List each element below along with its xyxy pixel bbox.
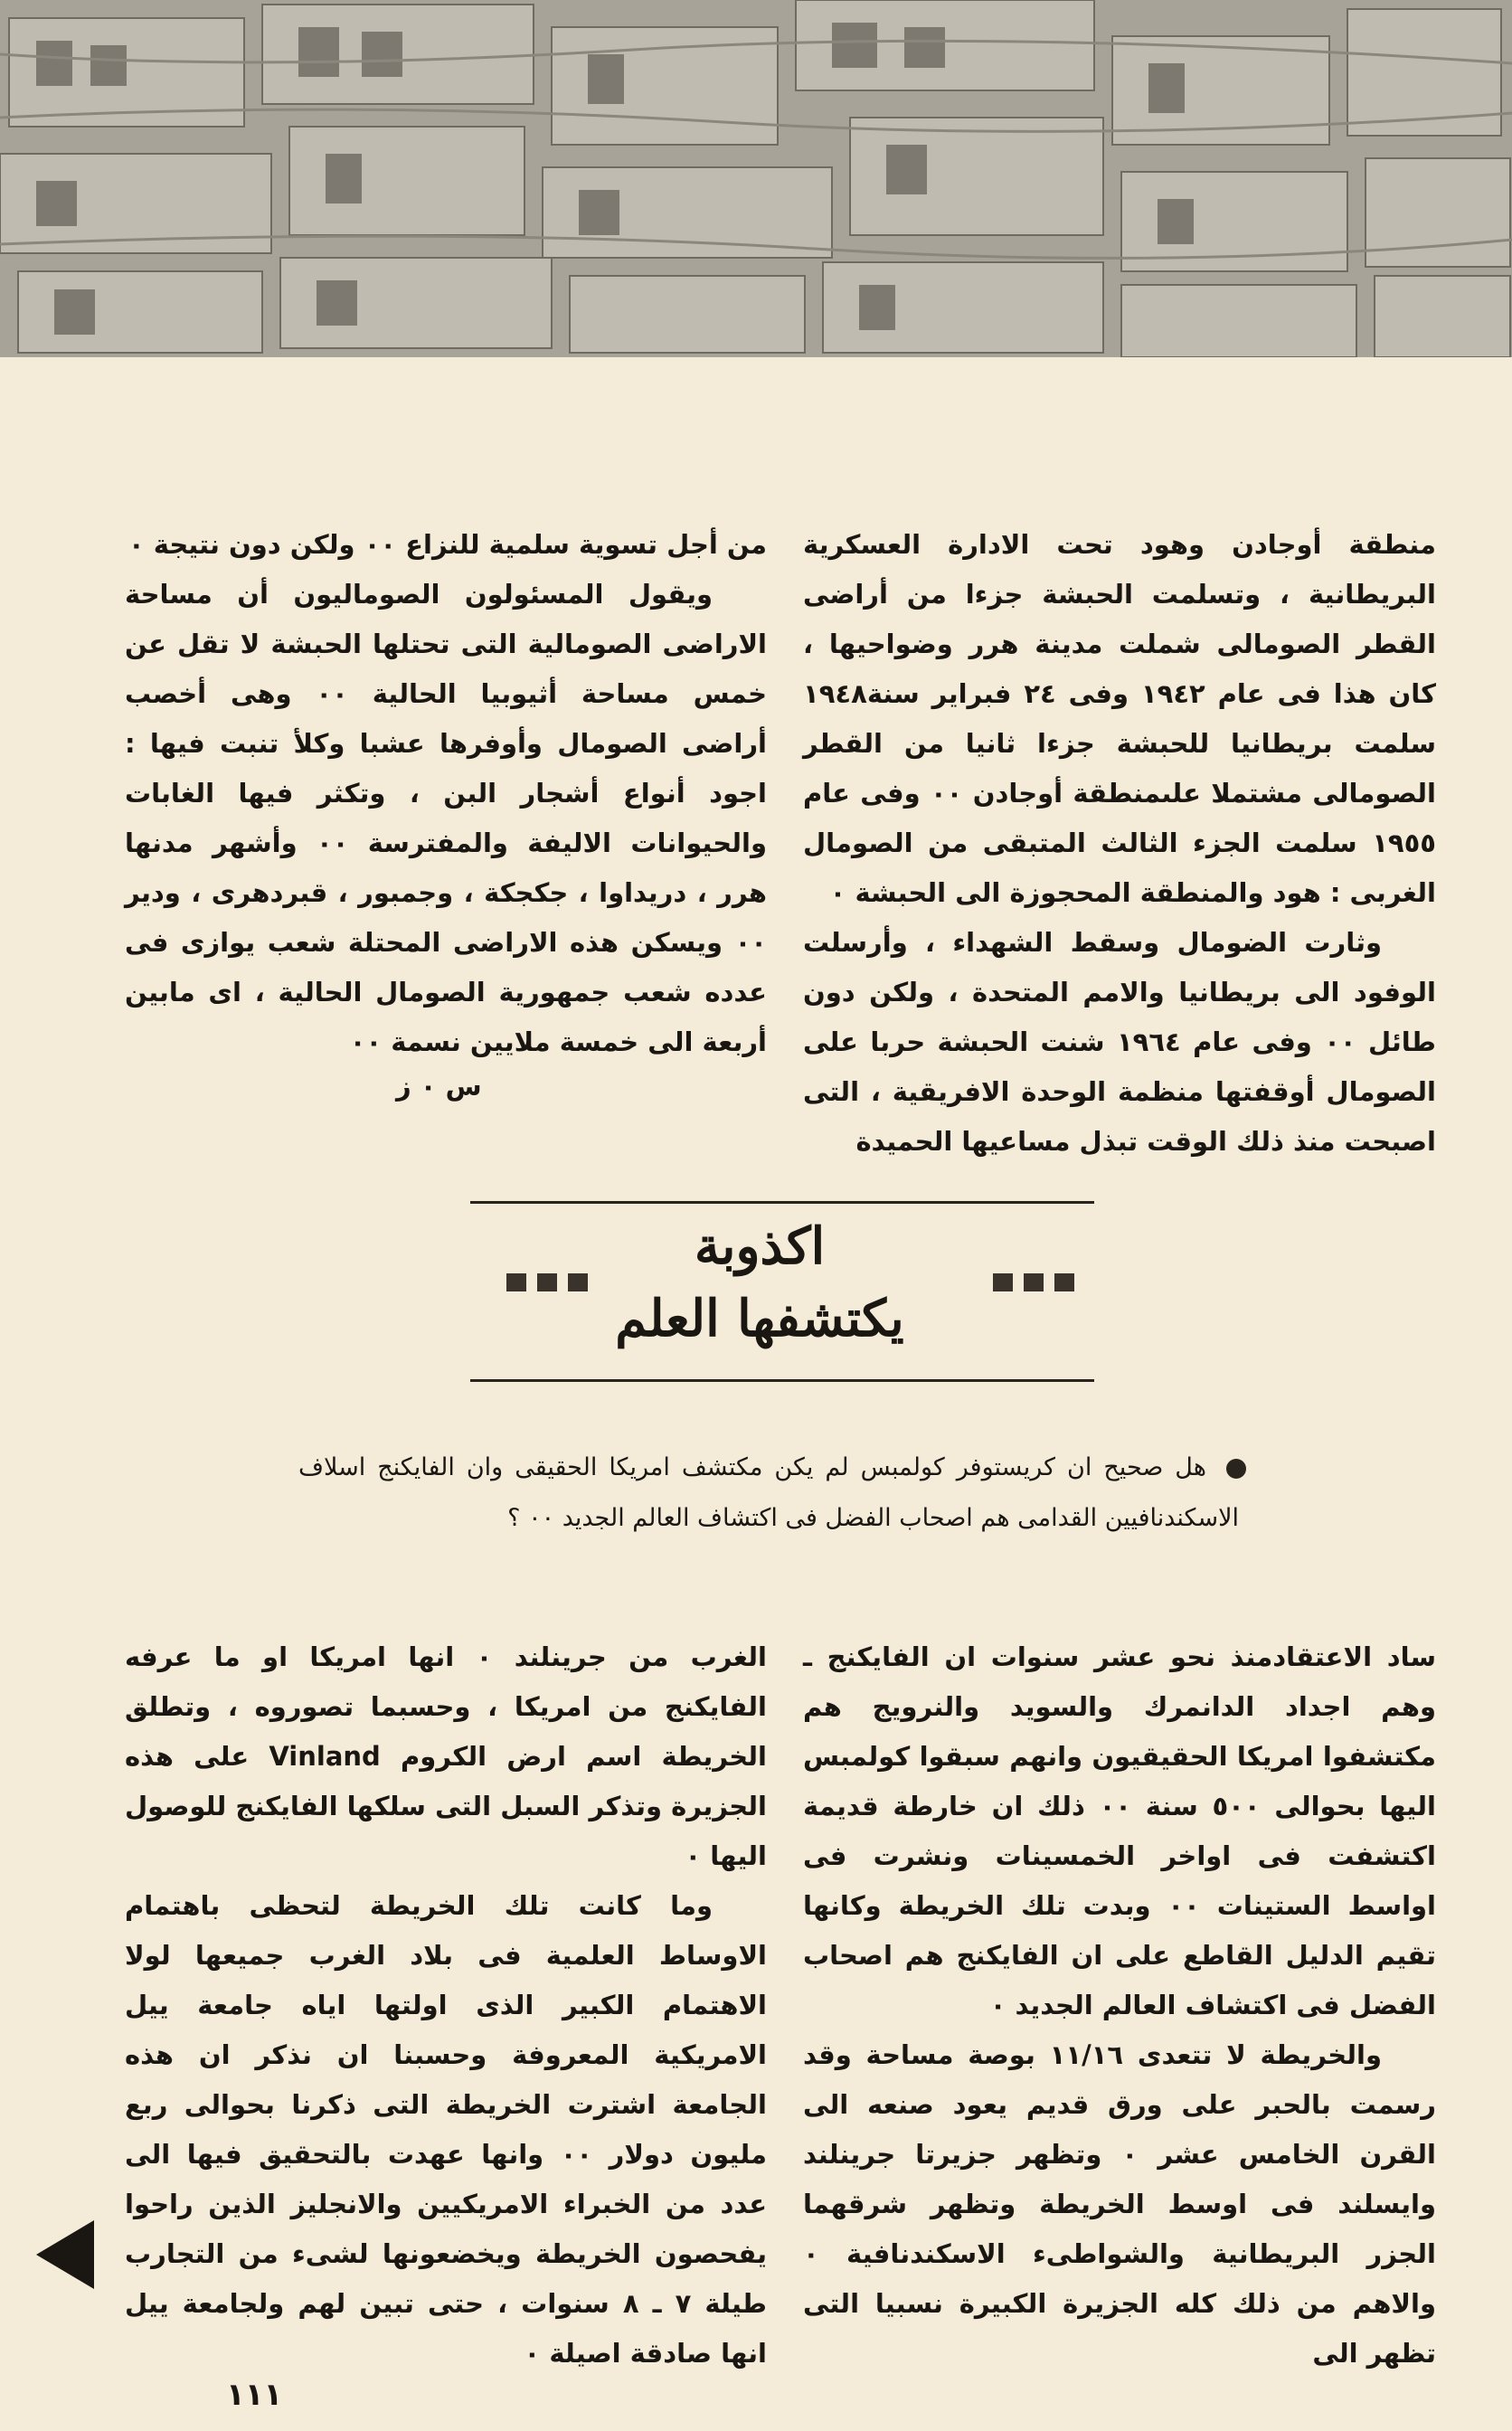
left-arrow-icon: [36, 2220, 94, 2289]
article2-title: [470, 1216, 1049, 1370]
article2-column-right: [803, 1632, 1436, 2379]
article2-intro-text: هل صحيح ان كريستوفر كولمبس لم يكن مكتشف امريكا الحقيقى وان الفايكنج اسلاف الاسكندنافيين القدامى هم اصحاب الفضل فى اكتشاف العالم الجديد ٠٠ ؟: [298, 1453, 1239, 1532]
article2-title-line2: يكتشفها العلم: [615, 1289, 904, 1348]
ornament-square: [568, 1273, 588, 1291]
ornament-square: [1024, 1273, 1044, 1291]
ornament-square: [1054, 1273, 1074, 1291]
article1-paragraph: من أجل تسوية سلمية للنزاع ٠٠ ولكن دون نتيجة ٠: [128, 529, 767, 560]
article1-column-right: [803, 520, 1436, 1167]
article1-paragraph: وثارت الضومال وسقط الشهداء ، وأرسلت الوفود الى بريطانيا والامم المتحدة ، ولكن دون طائل ٠٠ وفى عام ١٩٦٤ شنت الحبشة حربا على الصومال أوقفتها منظمة الوحدة الافريقية ، التى اصبحت منذ ذلك الوقت تبذل مساعيها الحميدة: [803, 927, 1436, 1157]
article2-column-left: [125, 1632, 767, 2379]
title-bottom-rule: [470, 1379, 1094, 1382]
page-number: ١١١: [226, 2377, 283, 2413]
article1-paragraph: ويقول المسئولون الصوماليون أن مساحة الاراضى الصومالية التى تحتلها الحبشة لا تقل عن خمس مساحة أثيوبيا الحالية ٠٠ وهى أخصب أراضى الصومال وأوفرها عشبا وكلأ تنبت فيها : اجود أنواع أشجار البن ، وتكثر فيها الغابات والحيوانات الاليفة والمفترسة ٠٠ وأشهر مدنها هرر ، دريداوا ، جكجكة ، وجمبور ، قبردهرى ، ودير ٠٠ ويسكن هذه الاراضى المحتلة شعب يوازى فى عدده شعب جمهورية الصومال الحالية ، اى مابين أربعة الى خمسة ملايين نسمة ٠٠: [125, 579, 768, 1057]
article1-signature: س ٠ ز: [396, 1071, 482, 1102]
article2-intro: [298, 1443, 1239, 1544]
ornament-square: [537, 1273, 557, 1291]
header-photo-stamps: [0, 0, 1512, 357]
ornament-square: [993, 1273, 1013, 1291]
article2-paragraph: وما كانت تلك الخريطة لتحظى باهتمام الاوساط العلمية فى بلاد الغرب جميعها لولا الاهتمام الكبير الذى اولتها اياه جامعة ييل الامريكية المعروفة وحسبنا ان نذكر ان هذه الجامعة اشترت الخريطة التى ذكرنا بحوالى ربع مليون دولار ٠٠ وانها عهدت بالتحقيق فيها الى عدد من الخبراء الامريكيين والانجليز الذين راحوا يفحصون الخريطة ويخضعونها لشىء من التجارب طيلة ٧ ـ ٨ سنوات ، حتى تبين لهم ولجامعة ييل انها صادقة اصيلة ٠: [125, 1890, 767, 2369]
article2-paragraph: ساد الاعتقادمنذ نحو عشر سنوات ان الفايكنج ـ وهم اجداد الدانمرك والسويد والنرويج هم مكتشفوا امريكا الحقيقيون وانهم سبقوا كولمبس اليها بحوالى ٥٠٠ سنة ٠٠ ذلك ان خارطة قديمة اكتشفت فى اواخر الخمسينات ونشرت فى اواسط الستينات ٠٠ وبدت تلك الخريطة وكانها تقيم الدليل القاطع على ان الفايكنج هم اصحاب الفضل فى اكتشاف العالم الجديد ٠: [803, 1641, 1437, 2020]
article1-column-left: [125, 520, 767, 1111]
article2-paragraph: والخريطة لا تتعدى ١١/١٦ بوصة مساحة وقد رسمت بالحبر على ورق قديم يعود صنعه الى القرن الخامس عشر ٠ وتظهر جزيرتا جرينلند وايسلند فى اوسط الخريطة وتظهر شرقهما الجزر البريطانية والشواطىء الاسكندنافية ٠ والاهم من ذلك كله الجزيرة الكبيرة نسبيا التى تظهر الى: [803, 2039, 1436, 2369]
article2-title-line1: اكذوبة: [694, 1216, 826, 1276]
article2-paragraph: الغرب من جرينلند ٠ انها امريكا او ما عرفه الفايكنج من امريكا ، وحسبما تصوروه ، وتطلق الخريطة اسم ارض الكروم Vinland على هذه الجزيرة وتذكر السبل التى سلكها الفايكنج للوصول اليها ٠: [125, 1641, 767, 1871]
article1-paragraph: منطقة أوجادن وهود تحت الادارة العسكرية البريطانية ، وتسلمت الحبشة جزءا من أراضى القطر الصومالى شملت مدينة هرر وضواحيها ، كان هذا فى عام ١٩٤٢ وفى ٢٤ فبراير سنة١٩٤٨ سلمت بريطانيا للحبشة جزءا ثانيا من القطر الصومالى مشتملا علىمنطقة أوجادن ٠٠ وفى عام ١٩٥٥ سلمت الجزء الثالث المتبقى من الصومال الغربى : هود والمنطقة المحجوزة الى الحبشة ٠: [803, 529, 1436, 908]
title-top-rule: [470, 1201, 1094, 1204]
ornament-square: [506, 1273, 526, 1291]
